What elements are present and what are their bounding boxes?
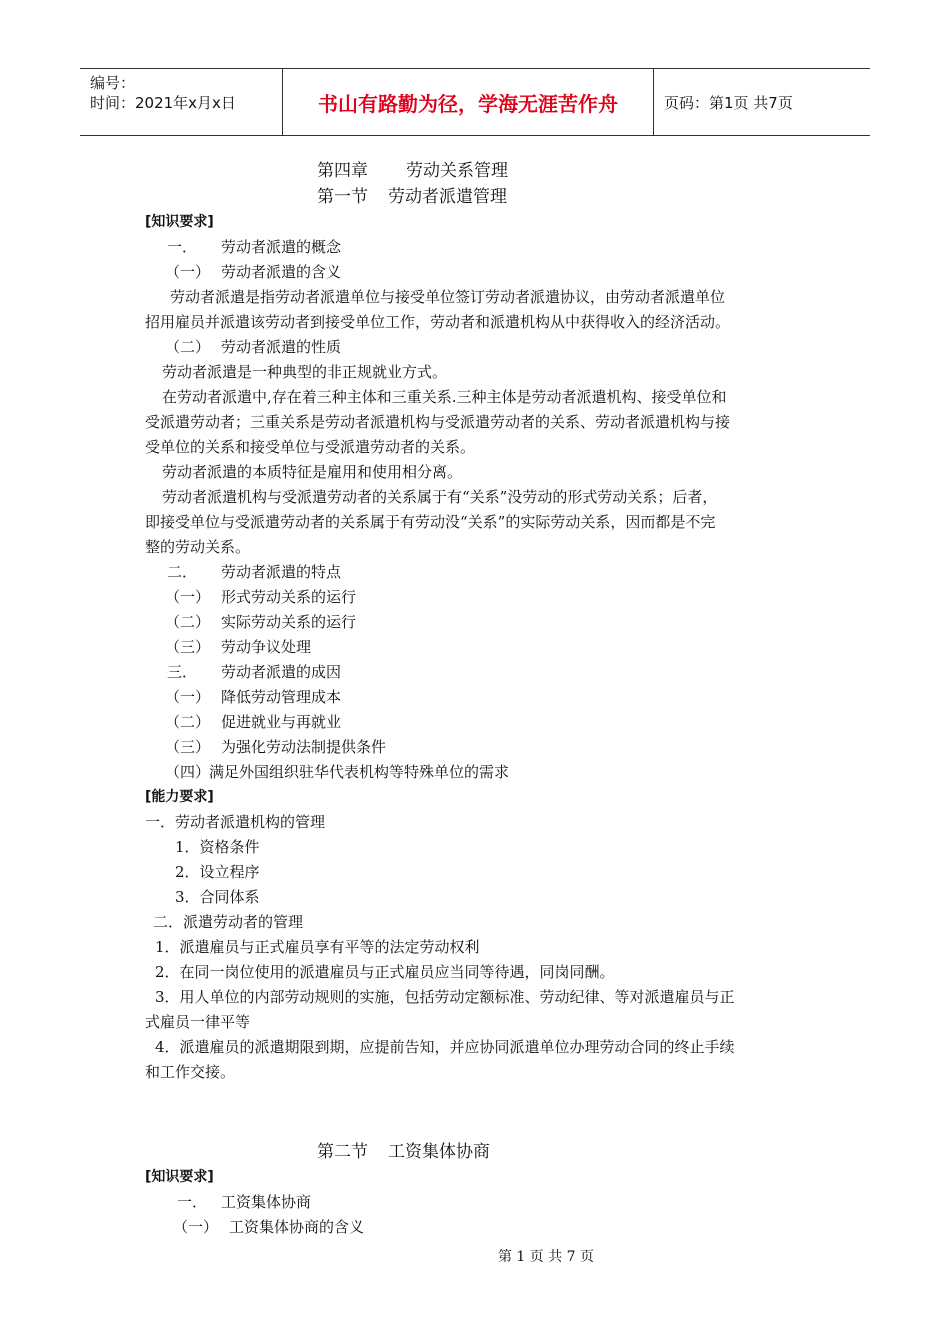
outline-subitem: 2．设立程序 xyxy=(175,863,260,881)
document-body xyxy=(145,158,810,1240)
outline-subitem: 3．合同体系 xyxy=(175,888,260,906)
outline-subitem: （三） 为强化劳动法制提供条件 xyxy=(165,738,387,756)
outline-item: 一． 工资集体协商 xyxy=(177,1193,312,1211)
paragraph: 劳动者派遣的本质特征是雇用和使用相分离。 xyxy=(162,463,463,481)
outline-item: 二．派遣劳动者的管理 xyxy=(153,913,304,931)
paragraph: 招用雇员并派遣该劳动者到接受单位工作，劳动者和派遣机构从中获得收入的经济活动。 xyxy=(145,313,731,331)
outline-subitem: （一） 劳动者派遣的含义 xyxy=(165,263,342,281)
outline-subitem: （一） 形式劳动关系的运行 xyxy=(165,588,357,606)
document-number-label: 编号： xyxy=(90,74,136,92)
outline-subitem: 3．用人单位的内部劳动规则的实施，包括劳动定额标准、劳动纪律、等对派遣雇员与正 xyxy=(155,988,735,1006)
document-time-label: 时间：2021年x月x日 xyxy=(90,94,236,112)
header-page-label: 页码：第1页 共7页 xyxy=(664,93,793,112)
outline-subitem: （二） 促进就业与再就业 xyxy=(165,713,342,731)
chapter-title: 第四章 劳动关系管理 xyxy=(317,161,508,181)
outline-subitem: （二） 劳动者派遣的性质 xyxy=(165,338,342,356)
section-title: 第一节 劳动者派遣管理 xyxy=(317,187,507,207)
outline-subitem: 2．在同一岗位使用的派遣雇员与正式雇员应当同等待遇，同岗同酬。 xyxy=(155,963,615,981)
outline-item: 三． 劳动者派遣的成因 xyxy=(167,663,342,681)
paragraph: 和工作交接。 xyxy=(145,1063,236,1081)
paragraph: 受单位的关系和接受单位与受派遣劳动者的关系。 xyxy=(145,438,476,456)
paragraph: 劳动者派遣机构与受派遣劳动者的关系属于有“关系”没劳动的形式劳动关系；后者， xyxy=(162,488,718,506)
page-footer: 第 1 页 共 7 页 xyxy=(497,1249,595,1265)
header-motto: 书山有路勤为径，学海无涯苦作舟 xyxy=(282,69,654,135)
header-left-cell xyxy=(80,69,282,135)
outline-subitem: （二） 实际劳动关系的运行 xyxy=(165,613,357,631)
outline-subitem: 1．资格条件 xyxy=(175,838,260,856)
outline-subitem: （一） 工资集体协商的含义 xyxy=(173,1218,365,1236)
paragraph: 受派遣劳动者；三重关系是劳动者派遣机构与受派遣劳动者的关系、劳动者派遣机构与接 xyxy=(145,413,731,431)
page-header xyxy=(80,68,870,136)
paragraph: 劳动者派遣是一种典型的非正规就业方式。 xyxy=(162,363,448,381)
outline-subitem: （一） 降低劳动管理成本 xyxy=(165,688,342,706)
paragraph: 劳动者派遣是指劳动者派遣单位与接受单位签订劳动者派遣协议，由劳动者派遣单位 xyxy=(170,288,726,306)
paragraph: 式雇员一律平等 xyxy=(145,1013,251,1031)
outline-subitem: （三） 劳动争议处理 xyxy=(165,638,312,656)
knowledge-heading: [知识要求] xyxy=(145,1169,214,1185)
paragraph: 即接受单位与受派遣劳动者的关系属于有劳动没“关系”的实际劳动关系，因而都是不完 xyxy=(145,513,716,531)
outline-item: 一． 劳动者派遣的概念 xyxy=(167,238,342,256)
paragraph: 在劳动者派遣中,存在着三种主体和三重关系.三种主体是劳动者派遣机构、接受单位和 xyxy=(162,388,727,406)
paragraph: 整的劳动关系。 xyxy=(145,538,251,556)
knowledge-heading: [知识要求] xyxy=(145,214,214,230)
outline-subitem: 1．派遣雇员与正式雇员享有平等的法定劳动权利 xyxy=(155,938,480,956)
outline-subitem: 4．派遣雇员的派遣期限到期，应提前告知，并应协同派遣单位办理劳动合同的终止手续 xyxy=(155,1038,735,1056)
section-title: 第二节 工资集体协商 xyxy=(317,1142,490,1162)
outline-item: 二． 劳动者派遣的特点 xyxy=(167,563,342,581)
outline-item: 一．劳动者派遣机构的管理 xyxy=(145,813,326,831)
ability-heading: [能力要求] xyxy=(145,789,214,805)
outline-subitem: （四）满足外国组织驻华代表机构等特殊单位的需求 xyxy=(165,763,510,781)
